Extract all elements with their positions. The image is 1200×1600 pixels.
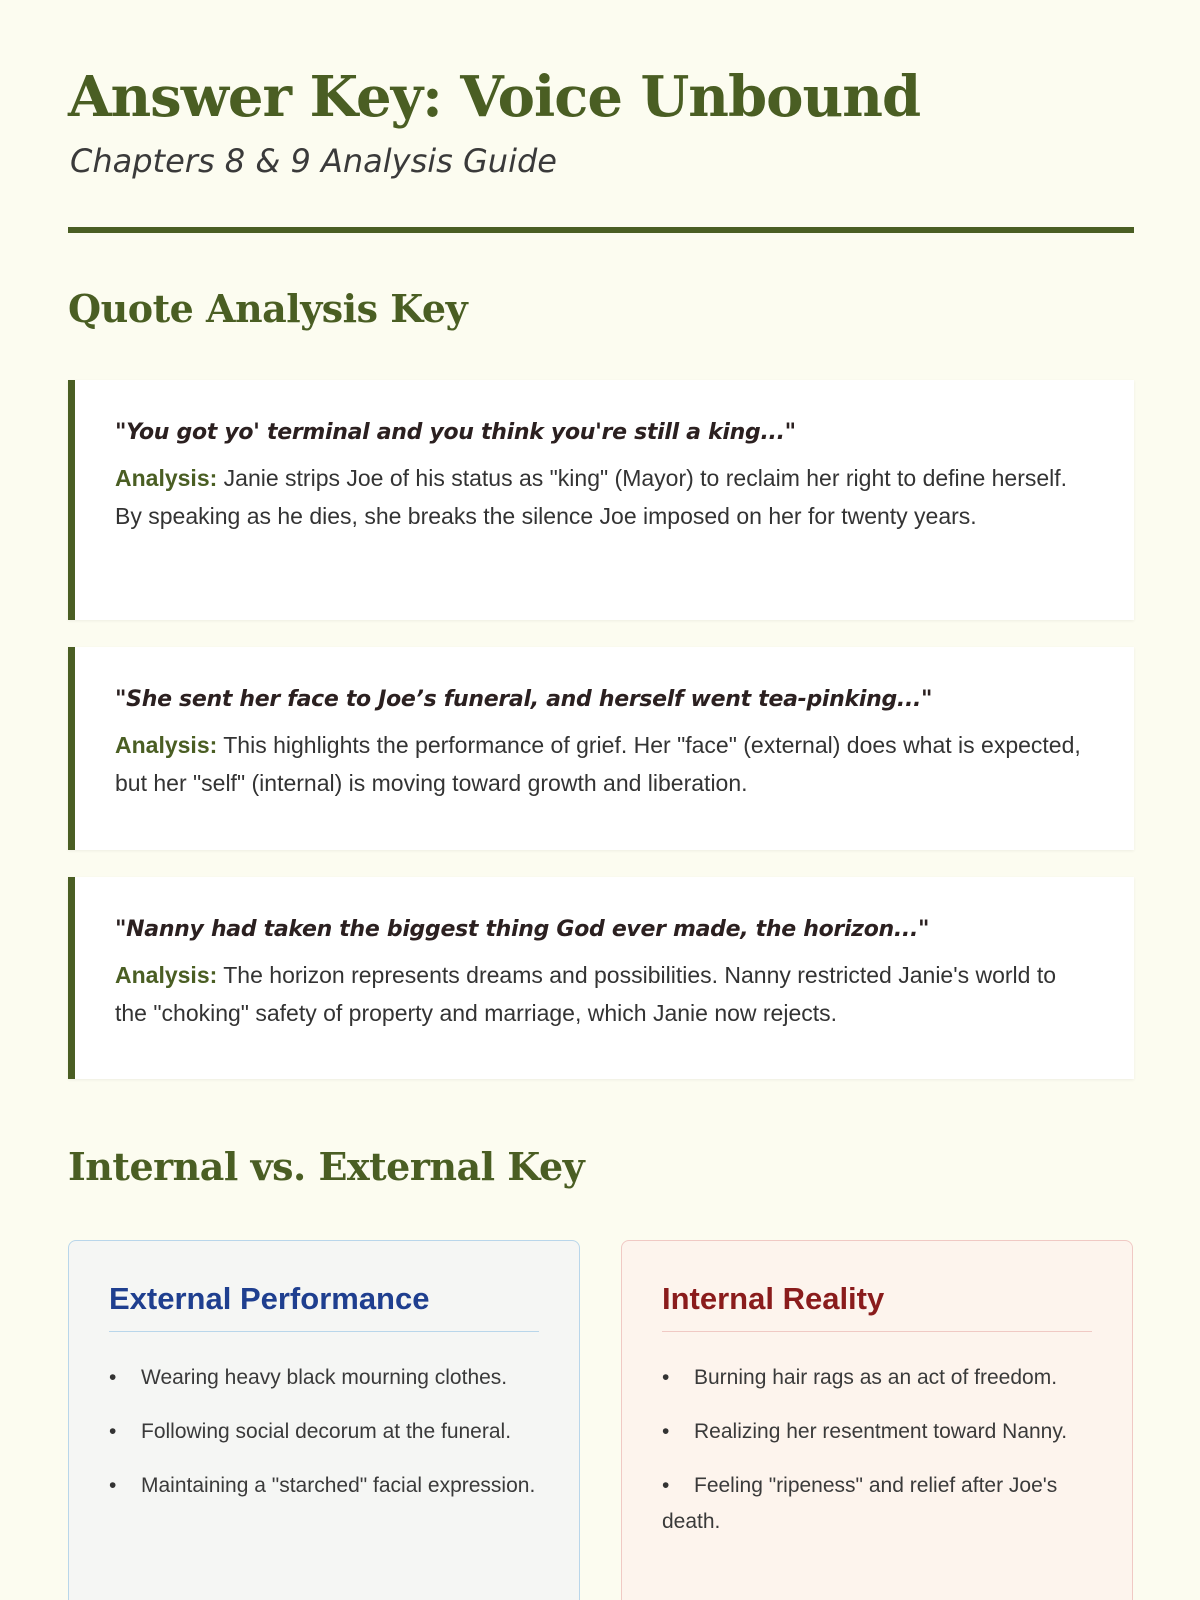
quote-text: "Nanny had taken the biggest thing God ever made, the horizon..." (115, 917, 930, 942)
analysis-text: Janie strips Joe of his status as "king" (Mayor) to reclaim her right to define herself. By speaking as he dies, she breaks the silence Joe imposed on her for twenty years. (115, 465, 1068, 529)
title-divider (68, 227, 1134, 233)
quote-text: "She sent her face to Joe’s funeral, and herself went tea-pinking..." (115, 687, 933, 712)
quote-section-heading: Quote Analysis Key (68, 286, 468, 331)
analysis-text: The horizon represents dreams and possibilities. Nanny restricted Janie's world to the "choking" safety of property and marriage, which Janie now rejects. (115, 962, 1057, 1026)
analysis-label: Analysis: (115, 465, 218, 491)
page-title: Answer Key: Voice Unbound (68, 64, 921, 130)
bullet-icon: • (662, 1474, 670, 1497)
external-list (109, 1360, 539, 1504)
bullet-icon: • (109, 1420, 117, 1443)
analysis-label: Analysis: (115, 732, 218, 758)
list-item-text: Following social decorum at the funeral. (141, 1420, 512, 1443)
bullet-icon: • (662, 1420, 670, 1443)
external-performance-card (68, 1240, 580, 1600)
internal-list (662, 1360, 1092, 1540)
list-item (662, 1414, 1092, 1450)
list-item-text: Maintaining a "starched" facial expression. (141, 1474, 536, 1497)
list-item (109, 1468, 539, 1504)
list-item-text: Burning hair rags as an act of freedom. (694, 1366, 1058, 1389)
internal-heading: Internal Reality (662, 1281, 1092, 1332)
quote-analysis (115, 459, 1094, 535)
page-subtitle: Chapters 8 & 9 Analysis Guide (70, 142, 557, 180)
list-item (109, 1360, 539, 1396)
list-item (662, 1360, 1092, 1396)
bullet-icon: • (109, 1474, 117, 1497)
list-item-text: Wearing heavy black mourning clothes. (141, 1366, 508, 1389)
quote-card (68, 380, 1134, 620)
compare-section-heading: Internal vs. External Key (68, 1144, 585, 1189)
list-item (109, 1414, 539, 1450)
quote-card (68, 647, 1134, 850)
quote-analysis (115, 726, 1094, 802)
quote-text: "You got yo' terminal and you think you're still a king..." (115, 420, 796, 445)
external-heading: External Performance (109, 1281, 539, 1332)
quote-analysis (115, 956, 1094, 1032)
bullet-icon: • (662, 1366, 670, 1389)
analysis-label: Analysis: (115, 962, 218, 988)
quote-card (68, 877, 1134, 1079)
internal-reality-card (621, 1240, 1133, 1600)
list-item-text: Realizing her resentment toward Nanny. (694, 1420, 1068, 1443)
list-item (662, 1468, 1092, 1540)
list-item-text: Feeling "ripeness" and relief after Joe's death. (662, 1474, 1058, 1533)
bullet-icon: • (109, 1366, 117, 1389)
analysis-text: This highlights the performance of grief. Her "face" (external) does what is expected, but her "self" (internal) is moving toward growth and liberation. (115, 732, 1081, 796)
